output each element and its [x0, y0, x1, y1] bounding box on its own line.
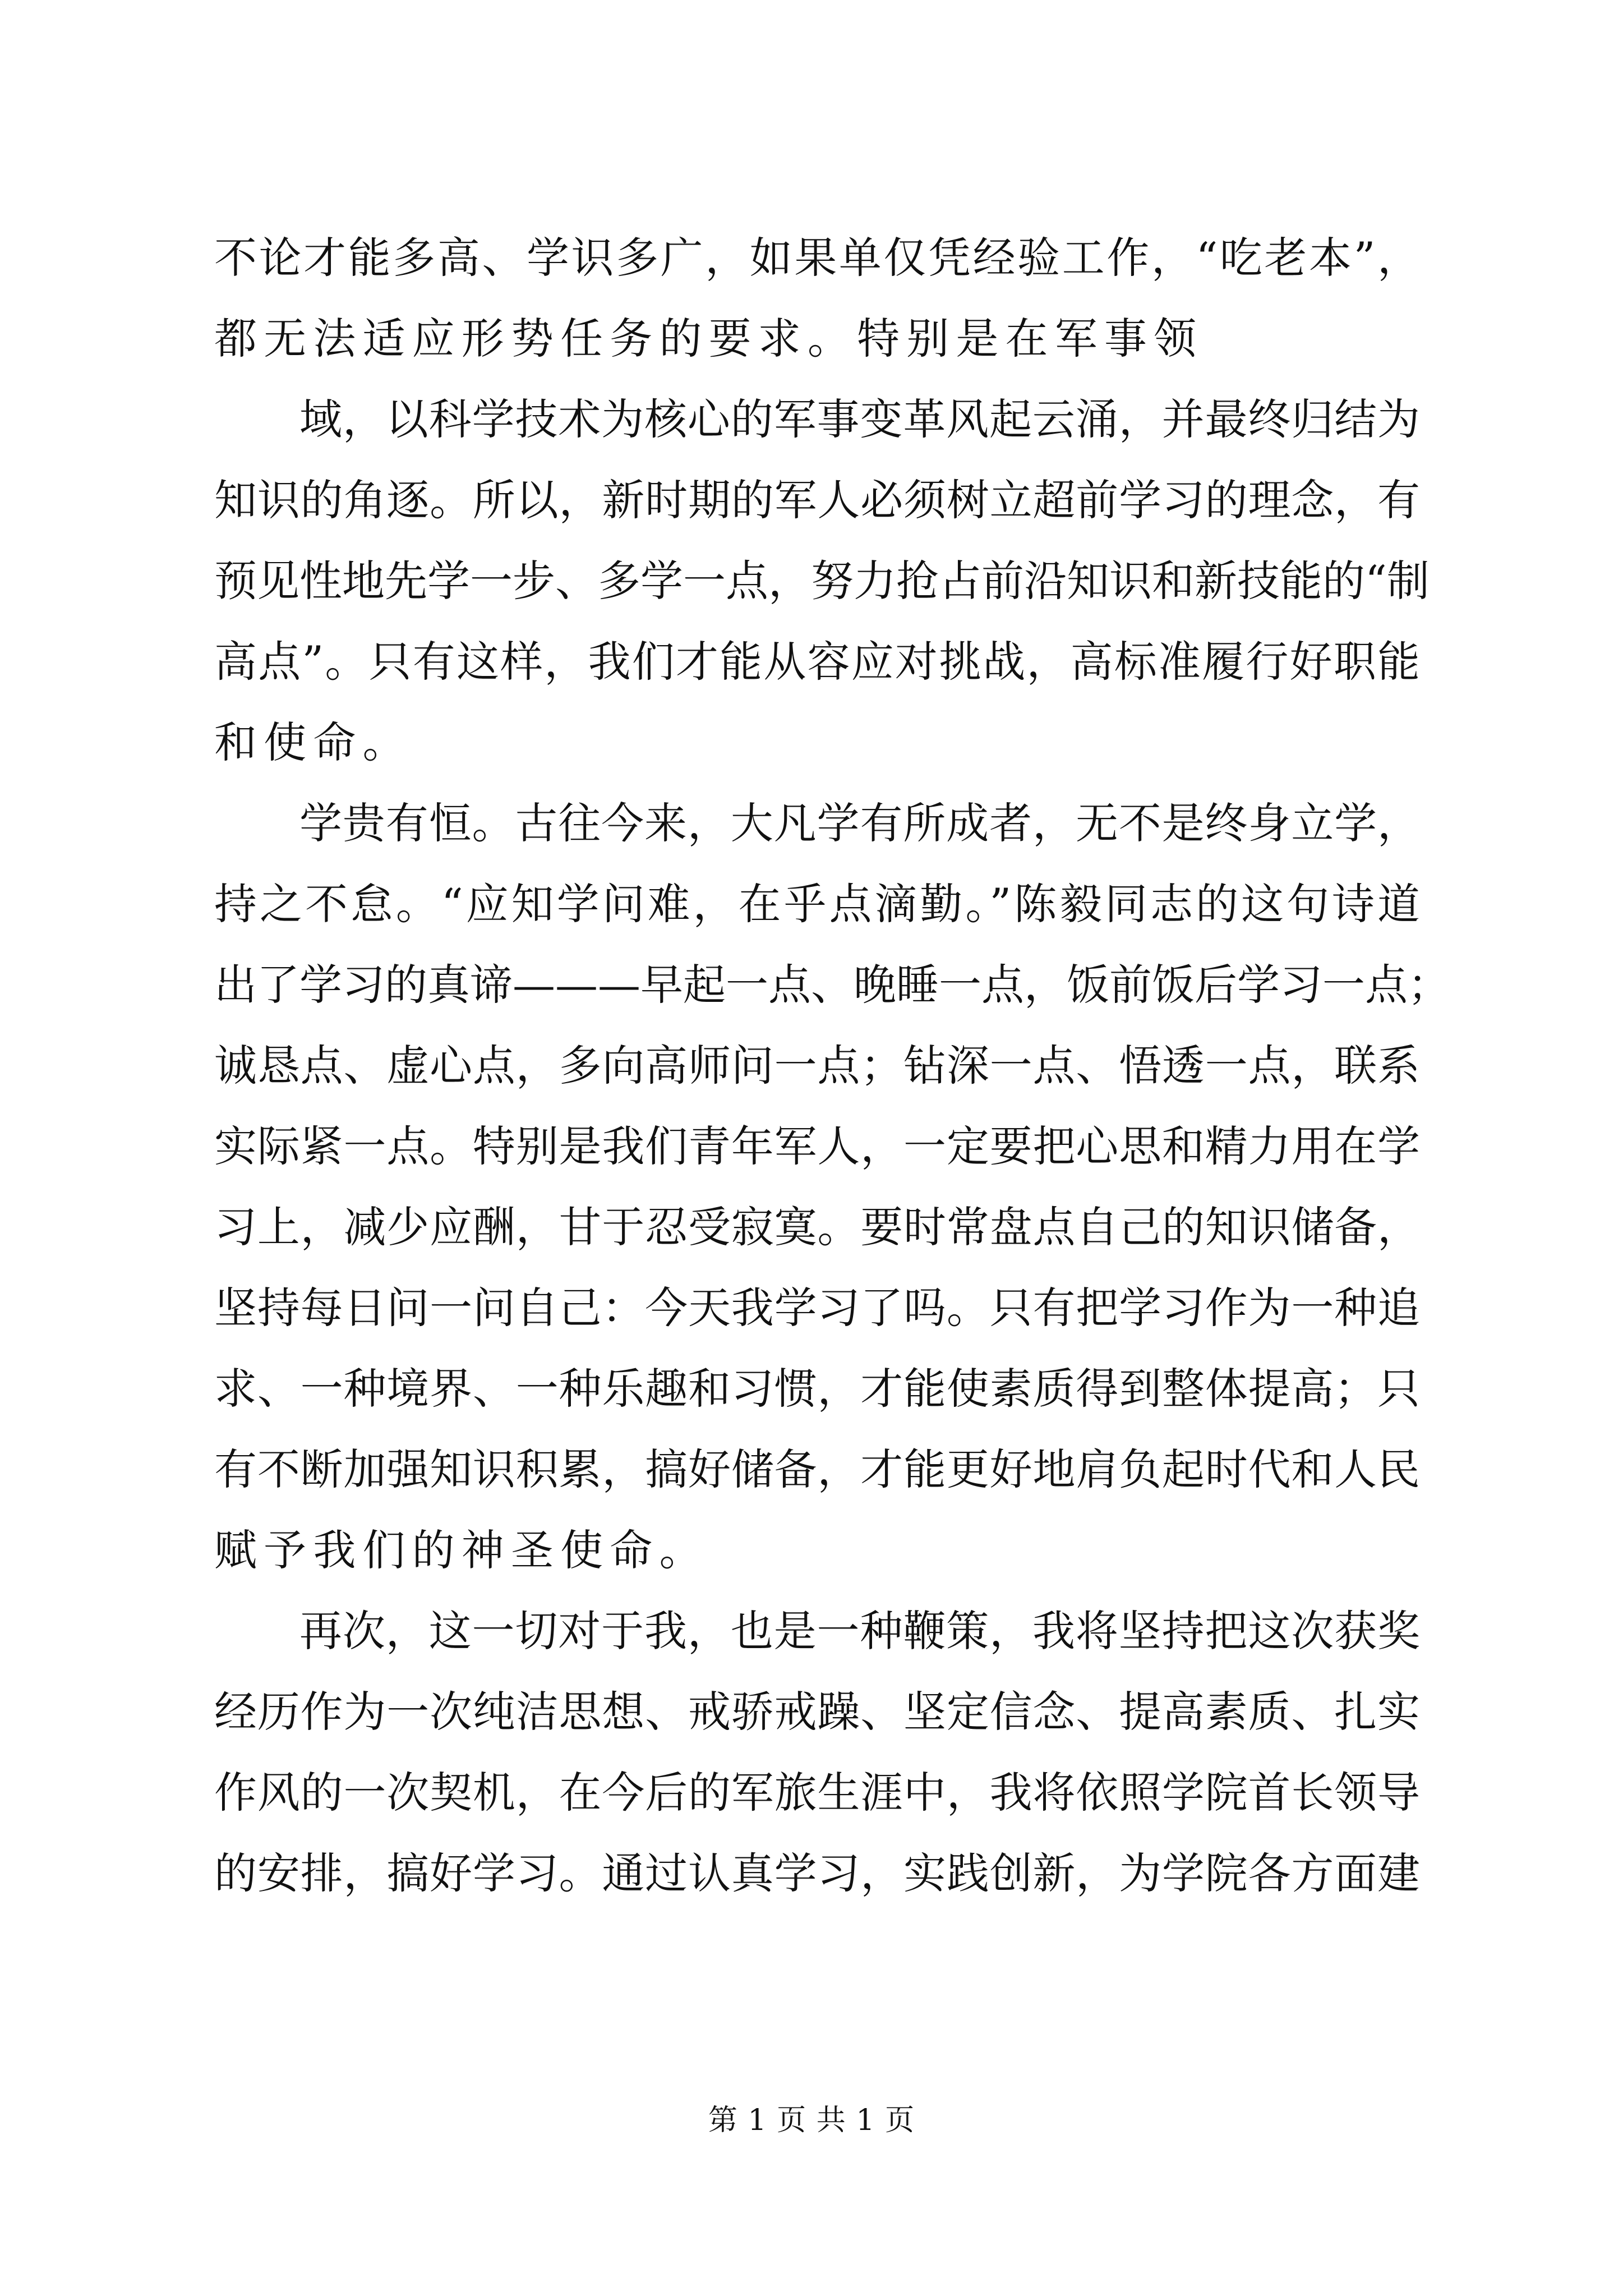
- text-line: 再次，这一切对于我，也是一种鞭策，我将坚持把这次获奖: [299, 1606, 1420, 1656]
- text-line: 知识的角逐。所以，新时期的军人必须树立超前学习的理念，有: [214, 475, 1420, 525]
- paragraph: [214, 1591, 1420, 1914]
- text-line: 出了学习的真谛———早起一点、晚睡一点，饭前饭后学习一点；: [214, 960, 1450, 1010]
- text-line: 作风的一次契机，在今后的军旅生涯中，我将依照学院首长领导: [214, 1768, 1420, 1818]
- page-number-footer: 第 1 页 共 1 页: [708, 2104, 915, 2137]
- text-line: 域，以科学技术为核心的军事变革风起云涌，并最终归结为: [299, 394, 1420, 444]
- text-line: 实际紧一点。特别是我们青年军人，一定要把心思和精力用在学: [214, 1121, 1420, 1171]
- text-line: 诚恳点、虚心点，多向高师问一点；钻深一点、悟透一点，联系: [214, 1041, 1420, 1091]
- text-line: 有不断加强知识积累，搞好储备，才能更好地肩负起时代和人民: [214, 1444, 1420, 1494]
- text-line: 习上，减少应酬，甘于忍受寂寞。要时常盘点自己的知识储备，: [214, 1202, 1420, 1252]
- text-line: 预见性地先学一步、多学一点，努力抢占前沿知识和新技能的“制: [214, 556, 1430, 606]
- paragraph: [214, 218, 1420, 379]
- paragraph: [214, 783, 1450, 1591]
- paragraph: [214, 379, 1430, 783]
- text-line: 的安排，搞好学习。通过认真学习，实践创新，为学院各方面建: [214, 1848, 1420, 1898]
- text-line: 学贵有恒。古往今来，大凡学有所成者，无不是终身立学，: [299, 798, 1420, 848]
- text-line: 坚持每日问一问自己：今天我学习了吗。只有把学习作为一种追: [214, 1283, 1420, 1333]
- text-line: 赋予我们的神圣使命。: [214, 1525, 709, 1575]
- text-line: 经历作为一次纯洁思想、戒骄戒躁、坚定信念、提高素质、扎实: [214, 1687, 1420, 1737]
- text-line: 持之不怠。“应知学问难，在乎点滴勤。”陈毅同志的这句诗道: [214, 879, 1420, 929]
- text-line: 都无法适应形势任务的要求。特别是在军事领: [214, 314, 1204, 364]
- text-line: 不论才能多高、学识多广，如果单仅凭经验工作，“吃老本”，: [214, 233, 1420, 283]
- text-line: 求、一种境界、一种乐趣和习惯，才能使素质得到整体提高；只: [214, 1364, 1420, 1414]
- document-body: [214, 218, 1450, 1914]
- text-line: 高点”。只有这样，我们才能从容应对挑战，高标准履行好职能: [214, 637, 1420, 687]
- text-line: 和使命。: [214, 717, 412, 767]
